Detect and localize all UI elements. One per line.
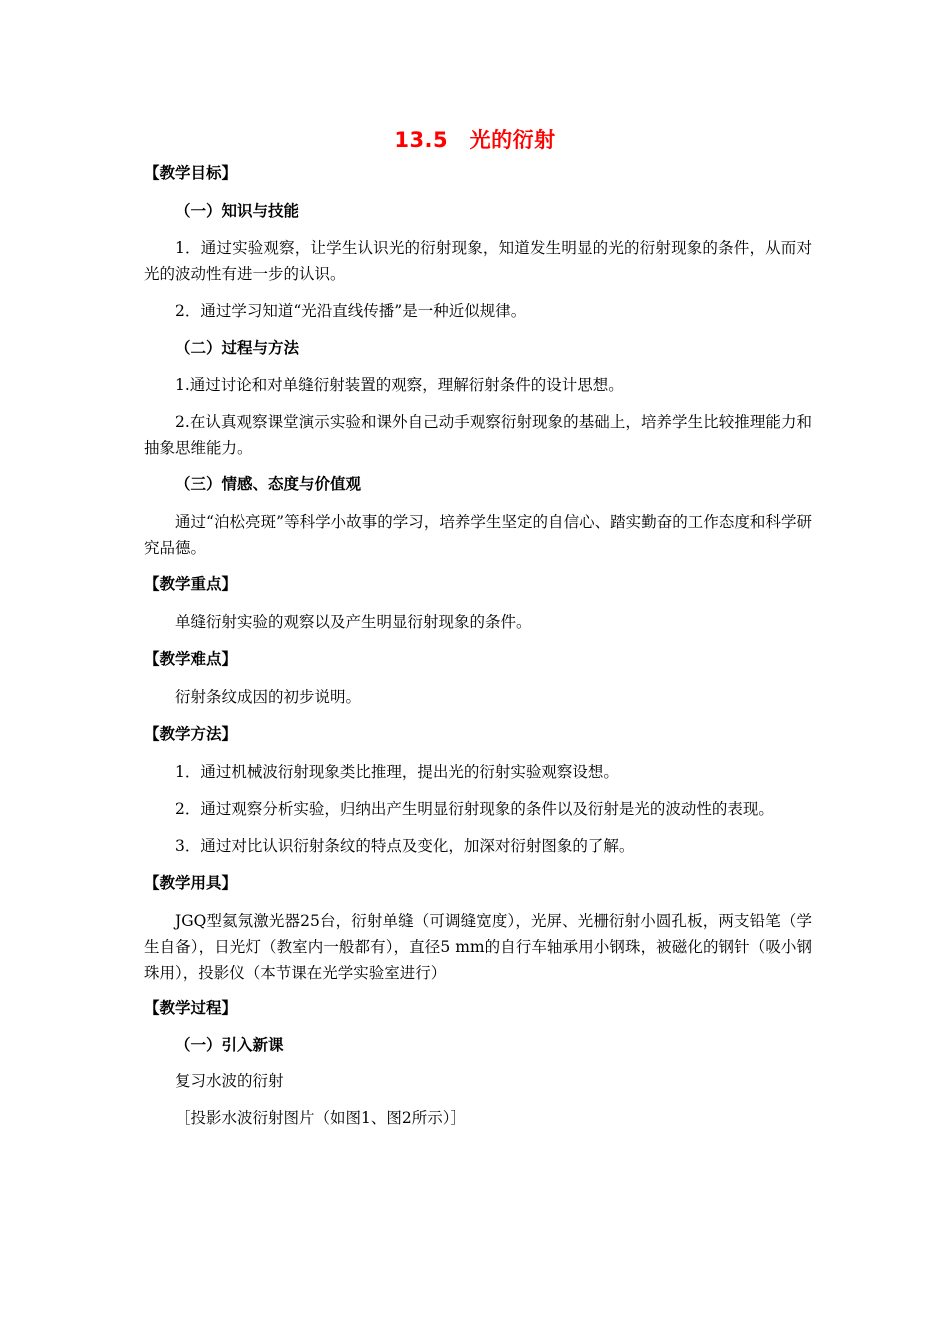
- section-heading-tools: 【教学用具】: [144, 874, 238, 892]
- objective-text: 通过“泊松亮斑”等科学小故事的学习，培养学生坚定的自信心、踏实勤奋的工作态度和科学研究品德。: [144, 513, 812, 557]
- objective-item: 1.通过讨论和对单缝衍射装置的观察，理解衍射条件的设计思想。: [175, 376, 624, 394]
- subheading-intro: （一）引入新课: [175, 1036, 284, 1054]
- method-item: 3．通过对比认识衍射条纹的特点及变化，加深对衍射图象的了解。: [175, 837, 635, 855]
- process-line: 复习水波的衍射: [175, 1072, 284, 1090]
- difficulties-text: 衍射条纹成因的初步说明。: [175, 688, 362, 706]
- objective-item: 2．通过学习知道“光沿直线传播”是一种近似规律。: [175, 302, 527, 320]
- objective-item: 1．通过实验观察，让学生认识光的衍射现象，知道发生明显的光的衍射现象的条件，从而对光的波动性有进一步的认识。: [144, 239, 812, 283]
- method-item: 2．通过观察分析实验，归纳出产生明显衍射现象的条件以及衍射是光的波动性的表现。: [175, 800, 774, 818]
- section-heading-process: 【教学过程】: [144, 999, 238, 1017]
- section-heading-key-points: 【教学重点】: [144, 575, 238, 593]
- document-title: 13.5 光的衍射: [394, 128, 556, 152]
- process-line: ［投影水波衍射图片（如图1、图2所示）］: [175, 1109, 466, 1127]
- section-heading-methods: 【教学方法】: [144, 725, 238, 743]
- subheading-knowledge-skills: （一）知识与技能: [175, 202, 300, 220]
- section-heading-objectives: 【教学目标】: [144, 164, 238, 182]
- method-item: 1．通过机械波衍射现象类比推理，提出光的衍射实验观察设想。: [175, 763, 619, 781]
- key-points-text: 单缝衍射实验的观察以及产生明显衍射现象的条件。: [175, 613, 532, 631]
- section-heading-difficulties: 【教学难点】: [144, 650, 238, 668]
- tools-text: JGQ型氦氖激光器25台，衍射单缝（可调缝宽度），光屏、光栅衍射小圆孔板，两支铅笔（学生自备），日光灯（教室内一般都有），直径5 mm的自行车轴承用小钢珠，被磁化的钢针（吸小钢珠用），投影仪（本节课在光学实验室进行）: [144, 912, 812, 982]
- subheading-attitude-values: （三）情感、态度与价值观: [175, 475, 362, 493]
- subheading-process-method: （二）过程与方法: [175, 339, 300, 357]
- objective-item: 2.在认真观察课堂演示实验和课外自己动手观察衍射现象的基础上，培养学生比较推理能力和抽象思维能力。: [144, 413, 812, 457]
